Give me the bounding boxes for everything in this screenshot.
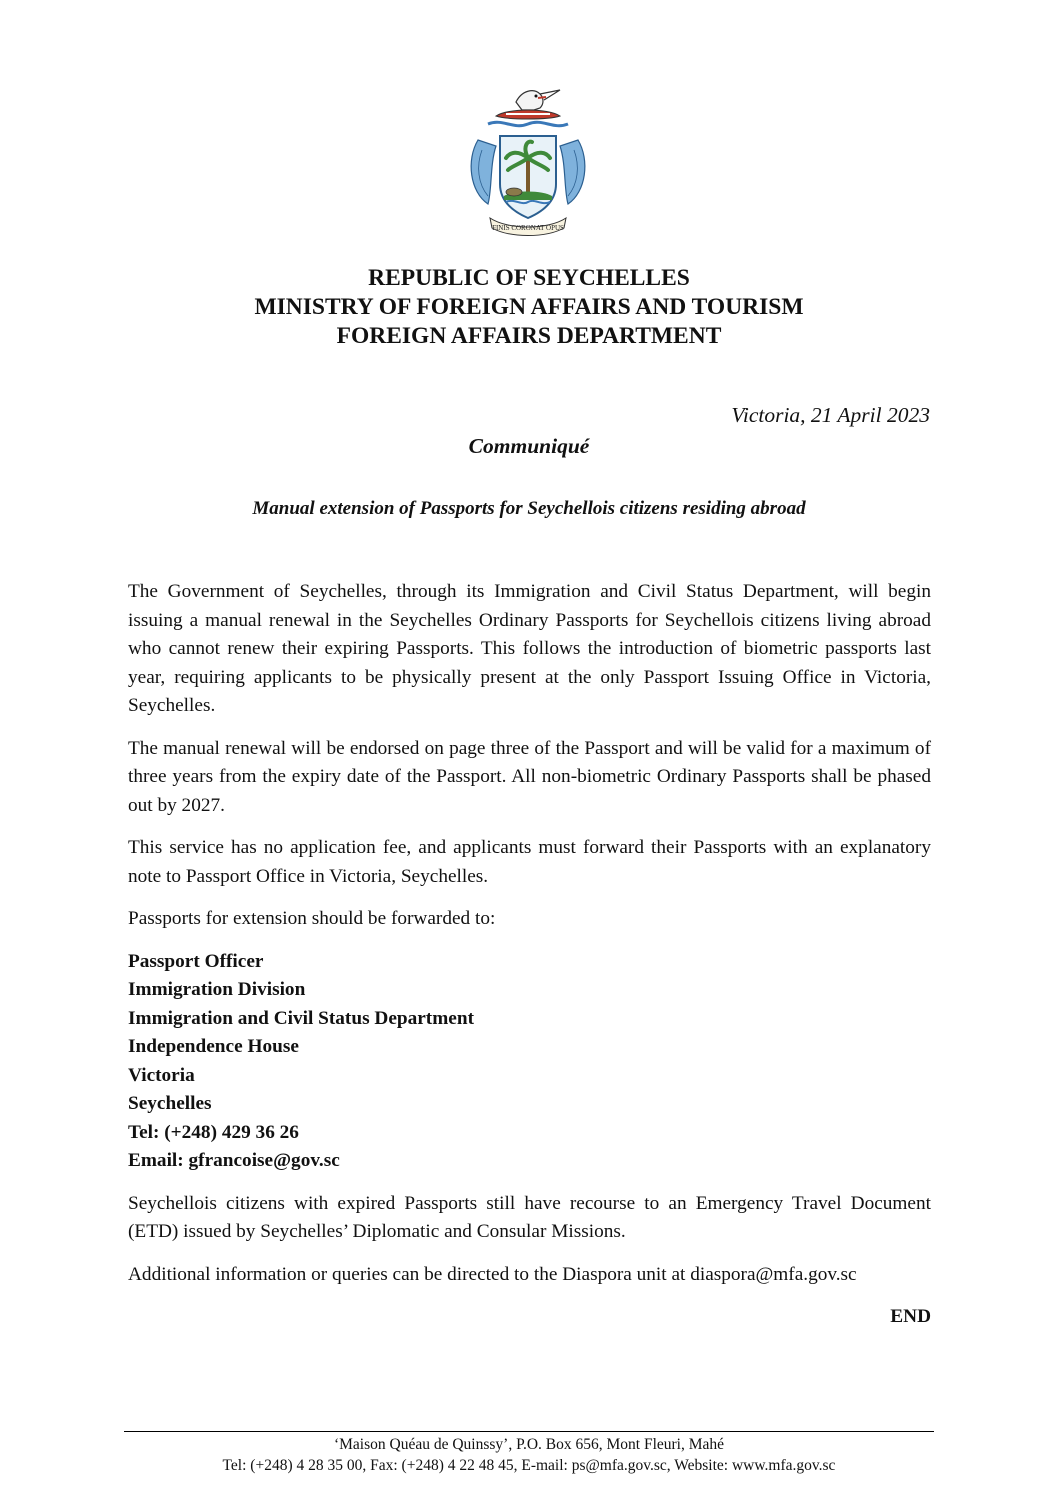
document-body	[128, 578, 931, 1332]
document-type: Communiqué	[468, 434, 590, 458]
address-email: Email: gfrancoise@gov.sc	[128, 1150, 340, 1171]
paragraph-contact: Additional information or queries can be directed to the Diaspora unit at diaspora@mfa.gov.sc	[128, 1263, 857, 1285]
sailfish-supporter-right	[560, 140, 585, 204]
document-date: Victoria, 21 April 2023	[731, 403, 930, 427]
address-phone: Tel: (+248) 429 36 26	[128, 1121, 299, 1143]
paragraph-fee: This service has no application fee, and applicants must forward their Passports with an explanatory note to Passport Office in Victoria, Seychelles.	[128, 837, 931, 887]
paragraph-intro: The Government of Seychelles, through its Immigration and Civil Status Department, will begin issuing a manual renewal in the Seychelles Ordinary Passports for Seychellois citizens living abroad who cannot renew their expiring Passports. This follows the introduction of biometric passports last year, requiring applicants to be physically present at the only Passport Issuing Office in Victoria, Seychelles.	[128, 581, 931, 716]
coat-of-arms-emblem	[448, 80, 608, 240]
document-subject: Manual extension of Passports for Seychellois citizens residing abroad	[252, 498, 806, 519]
address-line: Immigration Division	[128, 979, 306, 1000]
end-marker: END	[890, 1306, 931, 1327]
mailing-address	[128, 948, 931, 1176]
address-line: Seychelles	[128, 1093, 212, 1114]
address-line: Immigration and Civil Status Department	[128, 1007, 474, 1029]
sailfish-supporter-left	[471, 140, 496, 204]
header-department: FOREIGN AFFAIRS DEPARTMENT	[336, 323, 722, 349]
header-country: REPUBLIC OF SEYCHELLES	[368, 265, 690, 291]
footer-divider	[124, 1431, 934, 1432]
letterhead	[0, 264, 1058, 351]
footer-address: ‘Maison Quéau de Quinssy’, P.O. Box 656, Mont Fleuri, Mahé	[333, 1436, 725, 1453]
address-line: Victoria	[128, 1064, 195, 1086]
paragraph-forward: Passports for extension should be forwarded to:	[128, 908, 496, 929]
paragraph-etd: Seychellois citizens with expired Passports still have recourse to an Emergency Travel Document (ETD) issued by Seychelles’ Diplomatic and Consular Missions.	[128, 1192, 931, 1242]
footer	[0, 1434, 1058, 1476]
footer-contact: Tel: (+248) 4 28 35 00, Fax: (+248) 4 22 48 45, E-mail: ps@mfa.gov.sc, Website: www.mfa.gov.sc	[222, 1457, 836, 1474]
address-line: Passport Officer	[128, 950, 264, 972]
address-line: Independence House	[128, 1036, 299, 1057]
header-ministry: MINISTRY OF FOREIGN AFFAIRS AND TOURISM	[254, 294, 804, 320]
tropicbird-icon	[516, 90, 560, 110]
svg-text:FINIS CORONAT OPUS: FINIS CORONAT OPUS	[492, 224, 564, 232]
paragraph-validity: The manual renewal will be endorsed on page three of the Passport and will be valid for a maximum of three years from the expiry date of the Passport. All non-biometric Ordinary Passports shall be phased out by 2027.	[128, 737, 931, 816]
